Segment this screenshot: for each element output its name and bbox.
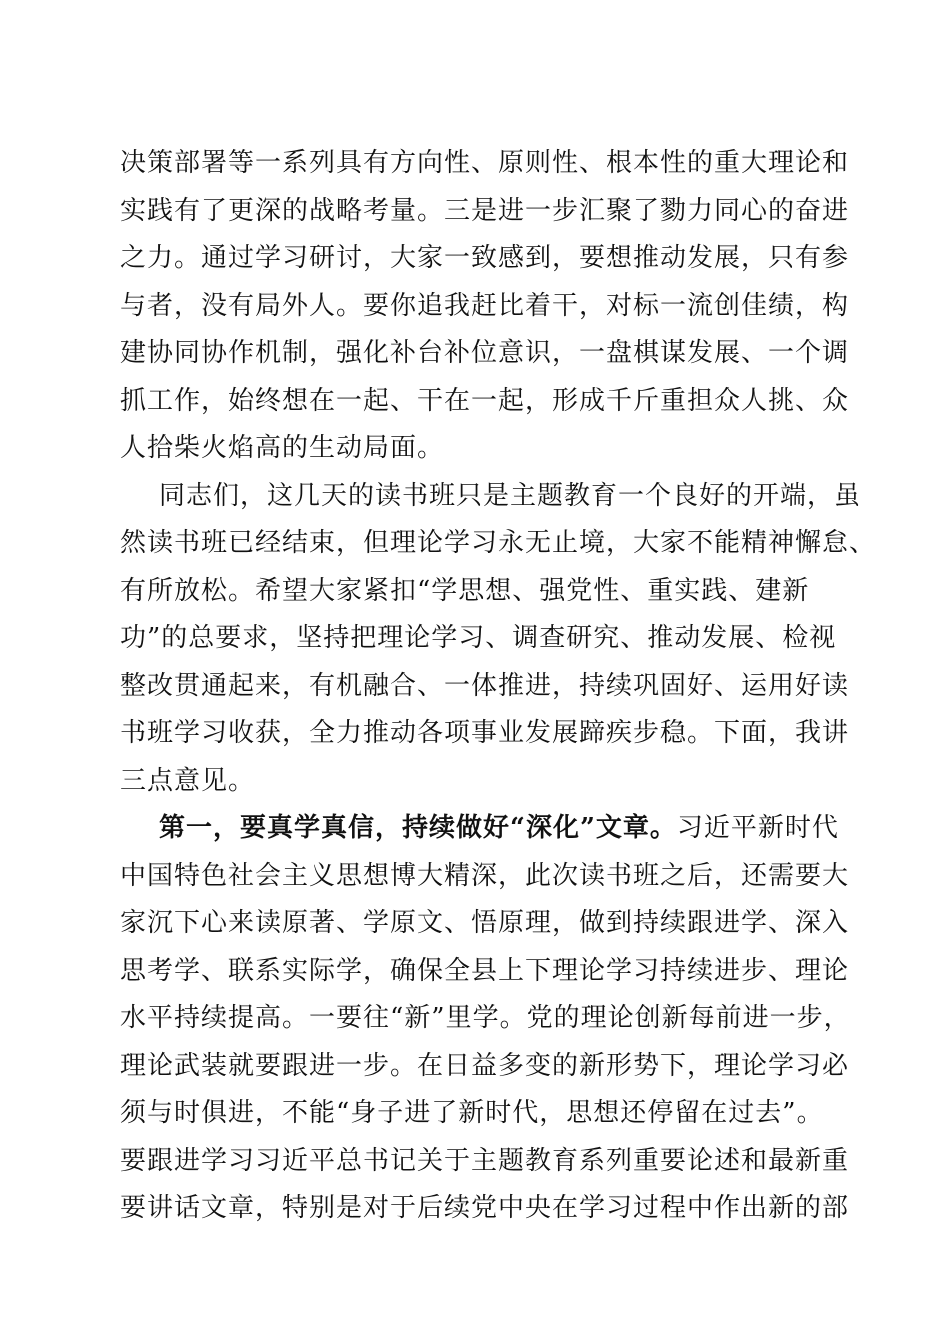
document-body <box>120 140 877 1233</box>
text-line: 与者，没有局外人。要你追我赶比着干，对标一流创佳绩，构 <box>120 290 850 321</box>
text-line: 功”的总要求，坚持把理论学习、调查研究、推动发展、检视 <box>120 623 837 653</box>
text-line: 建协同协作机制，强化补台补位意识，一盘棋谋发展、一个调 <box>120 338 850 368</box>
text-line: 然读书班已经结束，但理论学习永无止境，大家不能精神懈怠、 <box>120 528 877 558</box>
text-line: 人拾柴火焰高的生动局面。 <box>120 433 445 463</box>
text-line: 要讲话文章，特别是对于后续党中央在学习过程中作出新的部 <box>120 1193 850 1223</box>
text-line: 须与时俱进，不能“身子进了新时代，思想还停留在过去”。 <box>120 1098 824 1128</box>
text-line: 理论武装就要跟进一步。在日益多变的新形势下，理论学习必 <box>120 1050 850 1081</box>
text-line: 之力。通过学习研讨，大家一致感到，要想推动发展，只有参 <box>120 243 850 273</box>
text-line <box>120 805 839 853</box>
paragraph-point-one <box>120 805 851 1233</box>
text-line: 中国特色社会主义思想博大精深，此次读书班之后，还需要大 <box>120 860 850 891</box>
text-line: 书班学习收获，全力推动各项事业发展蹄疾步稳。下面，我讲 <box>120 718 850 748</box>
text-line: 整改贯通起来，有机融合、一体推进，持续巩固好、运用好读 <box>120 670 850 701</box>
text-line: 三点意见。 <box>120 765 256 796</box>
section-heading: 第一，要真学真信，持续做好“深化”文章。 <box>159 813 677 843</box>
text-line: 水平持续提高。一要往“新”里学。党的理论创新每前进一步， <box>120 1003 851 1033</box>
heading-line-continuation: 习近平新时代 <box>676 813 839 843</box>
text-line: 要跟进学习习近平总书记关于主题教育系列重要论述和最新重 <box>120 1145 850 1176</box>
paragraph-conclusion-of-benefits <box>120 140 850 473</box>
text-line: 思考学、联系实际学，确保全县上下理论学习持续进步、理论 <box>120 955 850 986</box>
text-line: 同志们，这几天的读书班只是主题教育一个良好的开端，虽 <box>159 480 862 511</box>
text-line: 有所放松。希望大家紧扣“学思想、强党性、重实践、建新 <box>120 575 810 606</box>
text-line: 家沉下心来读原著、学原文、悟原理，做到持续跟进学、深入 <box>120 908 850 938</box>
paragraph-address-to-comrades <box>120 473 877 806</box>
text-line: 实践有了更深的战略考量。三是进一步汇聚了勠力同心的奋进 <box>120 195 850 226</box>
text-line: 决策部署等一系列具有方向性、原则性、根本性的重大理论和 <box>120 148 850 178</box>
text-line: 抓工作，始终想在一起、干在一起，形成千斤重担众人挑、众 <box>120 385 850 416</box>
